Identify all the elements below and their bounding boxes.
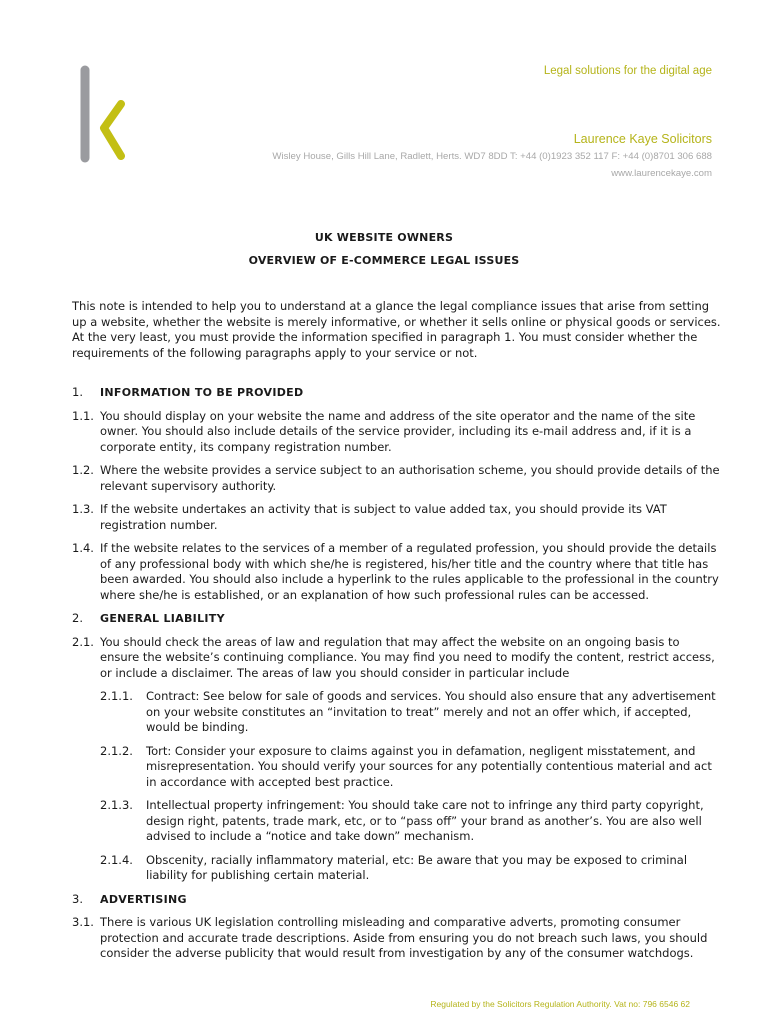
subparagraph-item [100, 744, 722, 791]
intro-paragraph: This note is intended to help you to understand at a glance the legal compliance issues that arise from setting up a website, whether the website is merely informative, or whether it sells online or physical goods or services. At the very least, you must provide the information specified in paragraph 1. You must consider whether the requirements of the following paragraphs apply to your service or not. [72, 299, 721, 360]
subparagraph-number: 2.1.3. [100, 798, 133, 812]
paragraph-item [72, 541, 722, 603]
section-number: 2. [72, 611, 83, 625]
paragraph-text: There is various UK legislation controlling misleading and comparative adverts, promoting consumer protection and accurate trade descriptions. Aside from ensuring you do not breach such laws, you should consider the adverse publicity that would result from investigation by any of the consumer watchdogs. [100, 915, 708, 960]
section-heading [72, 611, 722, 627]
paragraph-item [72, 635, 722, 682]
subparagraph-number: 2.1.2. [100, 743, 133, 758]
firm-name: Laurence Kaye Solicitors [573, 132, 712, 146]
paragraph-item [72, 463, 722, 494]
firm-address: Wisley House, Gills Hill Lane, Radlett, Herts. WD7 8DD T: +44 (0)1923 352 117 F: +44 (0)8701 306 688 [272, 151, 712, 162]
paragraph-item [72, 502, 722, 533]
document-subtitle: OVERVIEW OF E-COMMERCE LEGAL ISSUES [248, 254, 520, 267]
tagline: Legal solutions for the digital age [543, 65, 712, 77]
document-title: UK WEBSITE OWNERS [314, 231, 454, 244]
document-body [72, 299, 722, 970]
paragraph-number: 2.1. [72, 634, 94, 649]
section-title: INFORMATION TO BE PROVIDED [100, 386, 304, 399]
subparagraph-item [100, 689, 722, 736]
firm-website: www.laurencekaye.com [611, 168, 712, 179]
section-title: ADVERTISING [100, 892, 187, 906]
section-heading [72, 385, 722, 401]
section-heading [72, 892, 722, 908]
paragraph-text: If the website relates to the services of a member of a regulated profession, you should provide the details of any professional body with which she/he is registered, his/her title and the country where that title has been awarded. You should also include a hyperlink to the rules applicable to the professional in the country where she/he is established, or an explanation of how such professional rules can be accessed. [100, 541, 719, 602]
laurence-kaye-k-logo [78, 64, 128, 164]
paragraph-item [72, 915, 722, 962]
paragraph-number: 3.1. [72, 915, 94, 929]
subparagraph-text: Obscenity, racially inflammatory material, etc: Be aware that you may be exposed to criminal liability for publishing certain material. [146, 852, 688, 882]
paragraph-text: You should check the areas of law and regulation that may affect the website on an ongoing basis to ensure the website’s continuing compliance. You may find you need to modify the content, restrict access, or include a disclaimer. The areas of law you should consider in particular include [100, 634, 715, 680]
paragraph-number: 1.3. [72, 502, 94, 516]
section-number: 1. [72, 385, 83, 399]
subparagraph-number: 2.1.1. [100, 689, 133, 703]
subparagraph-number: 2.1.4. [100, 852, 133, 867]
regulatory-footer: Regulated by the Solicitors Regulation Authority. Vat no: 796 6546 62 [430, 999, 690, 1009]
subparagraph-text: Tort: Consider your exposure to claims against you in defamation, negligent misstatement, and misrepresentation. You should verify your sources for any potentially contentious material and act in accordance with accepted best practice. [146, 743, 712, 789]
subparagraph-item [100, 798, 722, 845]
paragraph-item [72, 409, 722, 456]
subparagraph-item [100, 853, 722, 884]
paragraph-text: You should display on your website the name and address of the site operator and the name of the site owner. You should also include details of the service provider, including its e-mail address and, if it is a corporate entity, its company registration number. [100, 408, 696, 454]
subparagraph-text: Intellectual property infringement: You should take care not to infringe any third party copyright, design right, patents, trade mark, etc, or to “pass off” your brand as another’s. You are also well advised to include a “notice and take down” mechanism. [146, 798, 704, 843]
section-number: 3. [72, 891, 83, 906]
paragraph-text: Where the website provides a service subject to an authorisation scheme, you should provide details of the relevant supervisory authority. [100, 463, 720, 493]
subparagraph-text: Contract: See below for sale of goods and services. You should also ensure that any advertisement on your website constitutes an “invitation to treat” merely and not an offer which, if accepted, would be binding. [146, 689, 716, 734]
section-title: GENERAL LIABILITY [100, 612, 225, 625]
paragraph-number: 1.4. [72, 541, 94, 555]
paragraph-number: 1.2. [72, 463, 94, 477]
paragraph-number: 1.1. [72, 408, 94, 423]
paragraph-text: If the website undertakes an activity that is subject to value added tax, you should provide its VAT registration number. [100, 502, 667, 532]
